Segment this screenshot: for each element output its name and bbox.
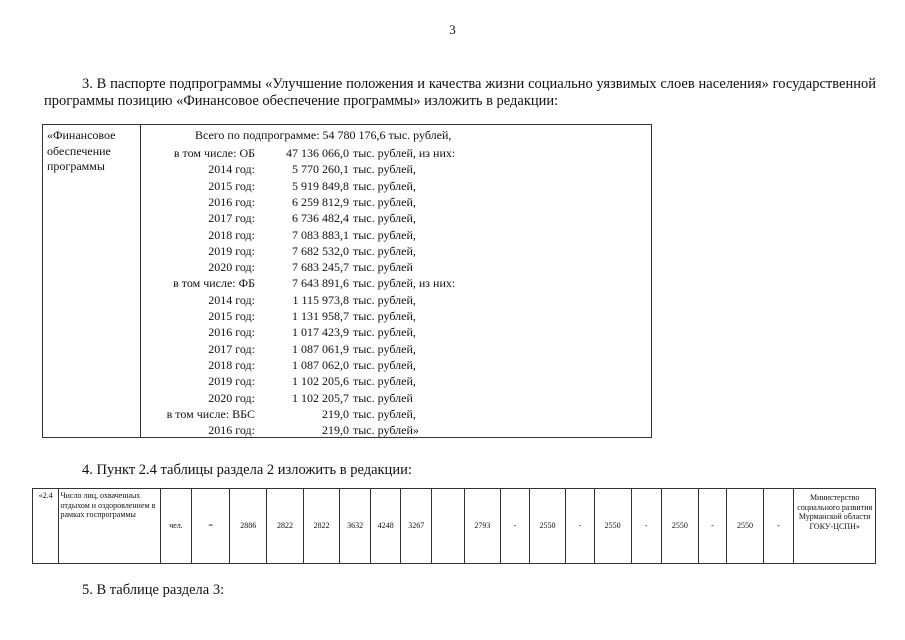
table-cell: 3632 xyxy=(340,489,371,564)
table-cell: - xyxy=(566,489,595,564)
table-cell: 4248 xyxy=(370,489,401,564)
financing-row-label: 2017 год: xyxy=(208,211,255,226)
financing-row xyxy=(43,391,651,407)
financing-row-unit: тыс. рублей, из них: xyxy=(353,146,456,160)
financing-row-label: 2020 год: xyxy=(208,390,255,405)
financing-row-value: 7 682 532,0 xyxy=(292,243,349,258)
table-cell: - xyxy=(501,489,530,564)
table-cell: - xyxy=(763,489,794,564)
financing-row-value: 5 770 260,1 xyxy=(292,162,349,177)
table-cell: = xyxy=(191,489,230,564)
financing-row-value: 1 102 205,7 xyxy=(292,390,349,405)
financing-row-unit: тыс. рублей, xyxy=(353,178,416,193)
financing-row xyxy=(43,309,651,325)
financing-total: Всего по подпрограмме: 54 780 176,6 тыс. рублей, xyxy=(195,128,452,142)
financing-row-value: 219,0 xyxy=(322,423,349,438)
table-cell: «2.4 xyxy=(33,489,59,564)
financing-row-unit: тыс. рублей, xyxy=(353,341,416,356)
financing-row-label: 2020 год: xyxy=(208,260,255,275)
financing-row-value: 1 017 423,9 xyxy=(292,325,349,340)
financing-box xyxy=(42,124,652,438)
financing-row-label: 2018 год: xyxy=(208,357,255,372)
financing-row xyxy=(43,276,651,292)
financing-row xyxy=(43,358,651,374)
financing-row xyxy=(43,293,651,309)
financing-row-label: 2015 год: xyxy=(208,309,255,323)
financing-row-unit: тыс. рублей» xyxy=(353,423,419,438)
page-number: 3 xyxy=(449,22,456,37)
financing-row-value: 1 102 205,6 xyxy=(292,374,349,389)
table-cell: 2550 xyxy=(594,489,631,564)
financing-row-unit: тыс. рублей, xyxy=(353,227,416,242)
financing-row-value: 7 683 245,7 xyxy=(292,260,349,275)
financing-row-label: 2018 год: xyxy=(208,227,255,242)
table-cell xyxy=(432,489,465,564)
financing-row-label: 2017 год: xyxy=(208,341,255,356)
financing-row xyxy=(43,211,651,227)
financing-row xyxy=(43,146,651,162)
financing-row-value: 6 259 812,9 xyxy=(292,194,349,209)
financing-row xyxy=(43,162,651,178)
table-cell: - xyxy=(631,489,662,564)
financing-row-label: в том числе: ОБ xyxy=(173,146,255,160)
financing-row-unit: тыс. рублей, xyxy=(353,325,416,340)
financing-row-value: 6 736 482,4 xyxy=(292,211,349,226)
financing-row-value: 1 087 062,0 xyxy=(292,357,349,372)
financing-row-value: 1 131 958,7 xyxy=(292,309,349,323)
table-cell: 2550 xyxy=(529,489,566,564)
financing-row-unit: тыс. рублей, из них: xyxy=(353,276,456,291)
table-cell: 2550 xyxy=(662,489,699,564)
table-cell: 2822 xyxy=(267,489,304,564)
financing-row xyxy=(43,374,651,390)
financing-row-unit: тыс. рублей, xyxy=(353,357,416,372)
financing-row-label: 2019 год: xyxy=(208,374,255,389)
financing-row xyxy=(43,325,651,341)
financing-row xyxy=(43,260,651,276)
table-cell: Число лиц, охваченных отдыхом и оздоровлением в рамках госпрограммы xyxy=(59,489,161,564)
financing-row xyxy=(43,342,651,358)
table-cell: 2886 xyxy=(230,489,267,564)
financing-row-unit: тыс. рублей, xyxy=(353,211,416,226)
financing-row-value: 1 115 973,8 xyxy=(292,292,349,307)
indicator-table xyxy=(32,488,876,564)
financing-row-unit: тыс. рублей, xyxy=(353,162,416,177)
financing-row-unit: тыс. рублей, xyxy=(353,194,416,209)
table-cell: 2550 xyxy=(727,489,764,564)
table-row xyxy=(33,489,876,564)
financing-row-label: 2016 год: xyxy=(208,325,255,340)
financing-row-label: 2016 год: xyxy=(208,194,255,209)
financing-row-unit: тыс. рублей, xyxy=(353,292,416,307)
table-cell: чел. xyxy=(161,489,192,564)
financing-row-label: в том числе: ВБС xyxy=(166,406,255,421)
paragraph-3: 3. В паспорте подпрограммы «Улучшение положения и качества жизни социально уязвимых слоев населения» государственной программы позицию «Финансовое обеспечение программы» изложить в редакции: xyxy=(44,76,876,109)
table-cell: 2793 xyxy=(464,489,501,564)
financing-row xyxy=(43,228,651,244)
table-cell: Министерство социального развития Мурманской области ГОКУ-ЦСПН» xyxy=(794,489,876,564)
table-cell: 2822 xyxy=(303,489,340,564)
financing-row-unit: тыс. рублей, xyxy=(353,406,416,421)
financing-row-value: 7 643 891,6 xyxy=(292,276,349,291)
financing-row-unit: тыс. рублей xyxy=(353,390,413,405)
financing-row-unit: тыс. рублей, xyxy=(353,243,416,258)
financing-row-value: 219,0 xyxy=(322,406,349,421)
financing-row xyxy=(43,244,651,260)
financing-row-label: 2019 год: xyxy=(208,243,255,258)
financing-row-value: 1 087 061,9 xyxy=(292,341,349,356)
financing-row-unit: тыс. рублей, xyxy=(353,374,416,389)
paragraph-4: 4. Пункт 2.4 таблицы раздела 2 изложить в редакции: xyxy=(82,462,412,478)
financing-row-label: 2014 год: xyxy=(208,292,255,307)
financing-row-unit: тыс. рублей xyxy=(353,260,413,275)
financing-label: «Финансовое обеспечение программы xyxy=(47,128,116,173)
financing-row xyxy=(43,423,651,439)
financing-row-label: 2014 год: xyxy=(208,162,255,177)
financing-row xyxy=(43,179,651,195)
financing-row xyxy=(43,195,651,211)
financing-row-value: 5 919 849,8 xyxy=(292,178,349,193)
financing-row-label: 2016 год: xyxy=(208,423,255,438)
financing-row xyxy=(43,407,651,423)
financing-row-label: в том числе: ФБ xyxy=(173,276,255,291)
financing-row-value: 7 083 883,1 xyxy=(292,227,349,242)
paragraph-5: 5. В таблице раздела 3: xyxy=(82,582,225,598)
table-cell: - xyxy=(698,489,727,564)
table-cell: 3267 xyxy=(401,489,432,564)
financing-row-value: 47 136 066,0 xyxy=(286,146,349,160)
financing-row-label: 2015 год: xyxy=(208,178,255,193)
financing-row-unit: тыс. рублей, xyxy=(353,309,416,323)
